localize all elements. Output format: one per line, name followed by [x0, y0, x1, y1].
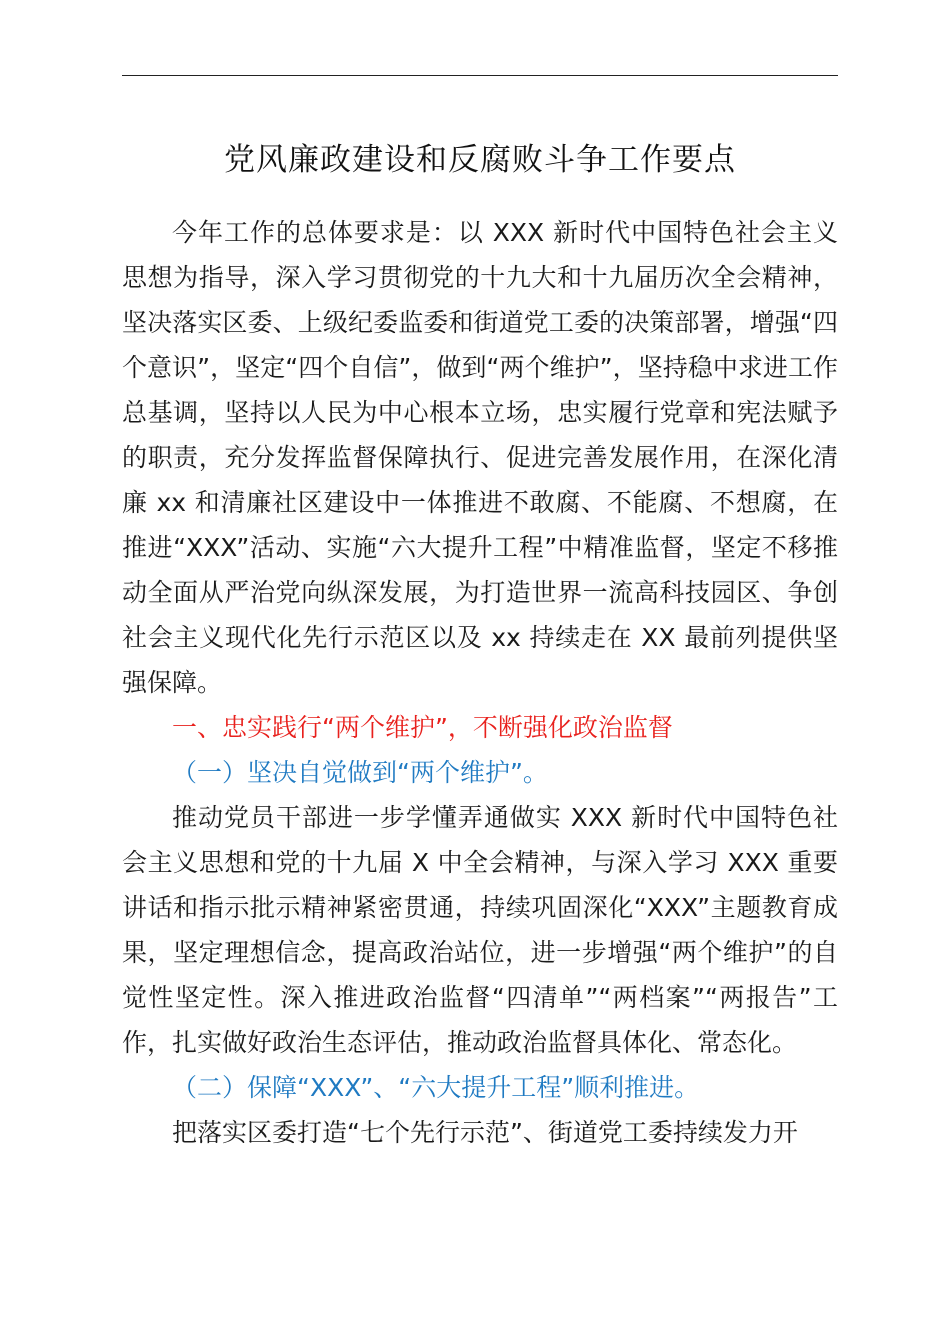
intro-paragraph: 今年工作的总体要求是：以 XXX 新时代中国特色社会主义思想为指导，深入学习贯彻党的十九大和十九届历次全会精神，坚决落实区委、上级纪委监委和街道党工委的决策部署，增强“四个意识”，坚定“四个自信”，做到“两个维护”，坚持稳中求进工作总基调，坚持以人民为中心根本立场，忠实履行党章和宪法赋予的职责，充分发挥监督保障执行、促进完善发展作用，在深化清廉 xx 和清廉社区建设中一体推进不敢腐、不能腐、不想腐，在推进“XXX”活动、实施“六大提升工程”中精准监督，坚定不移推动全面从严治党向纵深发展，为打造世界一流高科技园区、争创社会主义现代化先行示范区以及 xx 持续走在 XX 最前列提供坚强保障。: [122, 218, 838, 697]
subsection-heading-1: （一）坚决自觉做到“两个维护”。: [172, 758, 548, 787]
body-paragraph-2: 把落实区委打造“七个先行示范”、街道党工委持续发力开: [172, 1118, 798, 1147]
page-title: 党风廉政建设和反腐败斗争工作要点: [224, 142, 736, 178]
header-rule: [122, 75, 838, 76]
document-body: [122, 210, 838, 1155]
body-paragraph-1: 推动党员干部进一步学懂弄通做实 XXX 新时代中国特色社会主义思想和党的十九届 X 中全会精神，与深入学习 XXX 重要讲话和指示批示精神紧密贯通，持续巩固深化“XXX”主题教育成果，坚定理想信念，提高政治站位，进一步增强“两个维护”的自觉性坚定性。深入推进政治监督“四清单”“两档案”“两报告”工作，扎实做好政治生态评估，推动政治监督具体化、常态化。: [122, 803, 838, 1057]
section-heading-1: 一、忠实践行“两个维护”，不断强化政治监督: [172, 713, 673, 742]
subsection-heading-2: （二）保障“XXX”、“六大提升工程”顺利推进。: [172, 1073, 700, 1102]
